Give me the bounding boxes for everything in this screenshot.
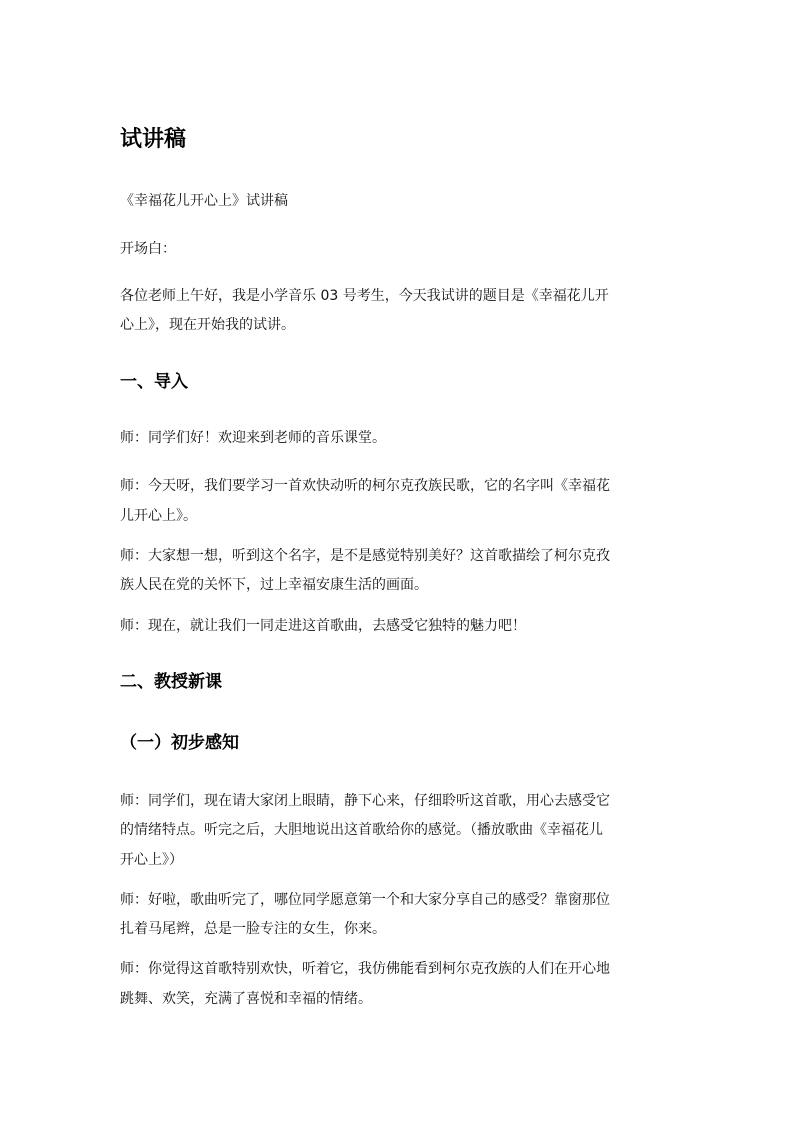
paragraph-line: 师：你觉得这首歌特别欢快，听着它，我仿佛能看到柯尔克孜族的人们在开心地 (120, 961, 610, 977)
intro-paragraph-4: 师：现在，就让我们一同走进这首歌曲，去感受它独特的魅力吧！ (120, 618, 526, 634)
paragraph-line: 开心上》） (120, 852, 183, 868)
paragraph-line: 儿开心上》。 (120, 508, 197, 524)
intro-paragraph-1: 师：同学们好！欢迎来到老师的音乐课堂。 (120, 430, 386, 446)
section-heading-intro: 一、导入 (120, 372, 188, 392)
paragraph-line: 师：大家想一想，听到这个名字，是不是感觉特别美好？这首歌描绘了柯尔克孜 (120, 548, 610, 564)
opening-label: 开场白： (120, 241, 176, 257)
paragraph-line: 心上》，现在开始我的试讲。 (120, 317, 295, 333)
paragraph-line: 跳舞、欢笑，充满了喜悦和幸福的情绪。 (120, 991, 372, 1007)
paragraph-line: 族人民在党的关怀下，过上幸福安康生活的画面。 (120, 577, 428, 593)
subtitle: 《幸福花儿开心上》试讲稿 (120, 193, 288, 209)
paragraph-line: 扎着马尾辫，总是一脸专注的女生，你来。 (120, 921, 386, 937)
paragraph-line: 师：好啦，歌曲听完了，哪位同学愿意第一个和大家分享自己的感受？靠窗那位 (120, 892, 610, 908)
paragraph-line: 的情绪特点。听完之后，大胆地说出这首歌给你的感觉。（播放歌曲《幸福花儿 (120, 822, 603, 838)
paragraph-line: 师：同学们，现在请大家闭上眼睛，静下心来，仔细聆听这首歌，用心去感受它 (120, 793, 610, 809)
document-title: 试讲稿 (120, 127, 187, 152)
section-heading-new-lesson: 二、教授新课 (120, 672, 222, 692)
subsection-heading-perception: （一）初步感知 (120, 733, 239, 753)
paragraph-line: 各位老师上午好，我是小学音乐 03 号考生，今天我试讲的题目是《幸福花儿开 (120, 288, 609, 304)
paragraph-line: 师：今天呀，我们要学习一首欢快动听的柯尔克孜族民歌，它的名字叫《幸福花 (120, 478, 610, 494)
